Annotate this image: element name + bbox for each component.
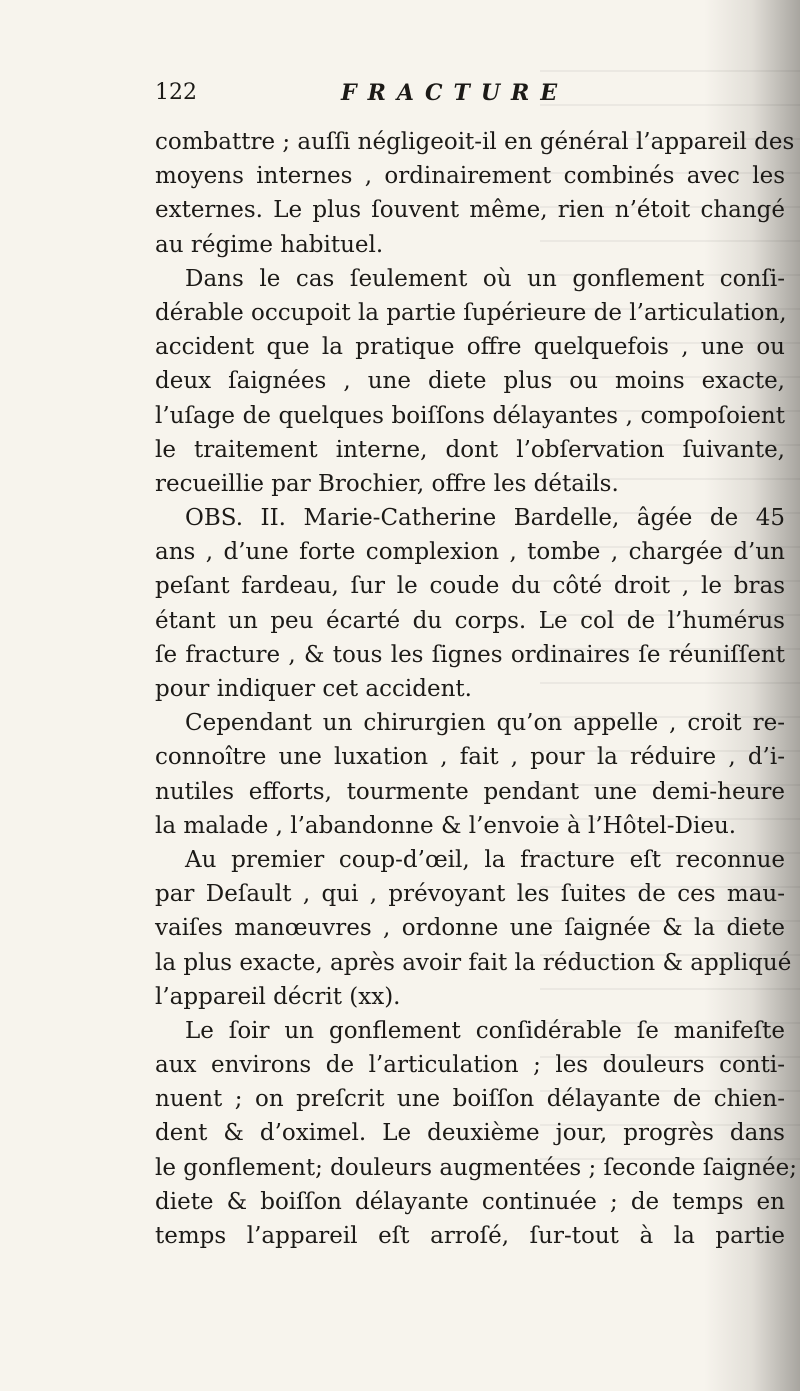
text-line: recueillie par Brochier, offre les détails. bbox=[155, 470, 619, 497]
text-line: aux environs de l’articulation ; les douleurs conti- bbox=[155, 1052, 785, 1079]
text-line: peſant fardeau, ſur le coude du côté droit , le bras bbox=[155, 573, 785, 600]
text-line: le traitement interne, dont l’obſervation ſuivante, bbox=[155, 436, 785, 463]
text-line: ſe fracture , & tous les ſignes ordinaires ſe réuniſſent bbox=[155, 641, 785, 668]
paragraph bbox=[155, 501, 785, 706]
text-line: Au premier coup-d’œil, la fracture eſt reconnue bbox=[185, 846, 785, 873]
paragraph bbox=[155, 262, 785, 501]
text-line: deux ſaignées , une diete plus ou moins exacte, bbox=[155, 368, 785, 395]
text-line: la malade , l’abandonne & l’envoie à l’Hôtel-Dieu. bbox=[155, 812, 737, 839]
text-line: Dans le cas ſeulement où un gonflement conſi- bbox=[185, 265, 785, 292]
text-line: la plus exacte, après avoir fait la réduction & appliqué bbox=[155, 949, 792, 976]
text-line: accident que la pratique offre quelquefois , une ou bbox=[155, 334, 785, 361]
text-line: dent & d’oximel. Le deuxième jour, progrès dans bbox=[155, 1120, 785, 1147]
text-line: dérable occupoit la partie ſupérieure de l’articulation, bbox=[155, 299, 787, 326]
text-line: par Deſault , qui , prévoyant les ſuites de ces mau- bbox=[155, 881, 785, 908]
text-line: combattre ; auſſi négligeoit-il en général l’appareil des bbox=[155, 129, 795, 155]
page-header bbox=[155, 80, 605, 110]
running-title: FRACTURE bbox=[341, 80, 569, 106]
text-line: nuent ; on preſcrit une boiſſon délayante de chien- bbox=[155, 1086, 785, 1113]
paragraph bbox=[155, 125, 795, 262]
paragraph bbox=[155, 1014, 797, 1253]
text-line: ans , d’une forte complexion , tombe , chargée d’un bbox=[155, 539, 785, 566]
text-line: diete & boiſſon délayante continuée ; de temps en bbox=[155, 1188, 785, 1215]
paragraph bbox=[155, 843, 792, 1014]
text-line: OBS. II. Marie-Catherine Bardelle, âgée de 45 bbox=[185, 505, 785, 532]
text-line: Le ſoir un gonflement conſidérable ſe manifeſte bbox=[185, 1017, 785, 1044]
text-line: temps l’appareil eſt arroſé, ſur-tout à la partie bbox=[155, 1223, 785, 1249]
text-line: Cependant un chirurgien qu’on appelle , croit re- bbox=[185, 710, 785, 737]
paragraph bbox=[155, 706, 785, 843]
text-line: l’uſage de quelques boiſſons délayantes , compoſoient bbox=[155, 402, 785, 429]
text-line: pour indiquer cet accident. bbox=[155, 676, 472, 702]
text-line: moyens internes , ordinairement combinés avec les bbox=[155, 163, 785, 190]
text-line: nutiles efforts, tourmente pendant une demi-heure bbox=[155, 778, 785, 805]
text-line: l’appareil décrit (xx). bbox=[155, 983, 401, 1010]
text-line: le gonflement; douleurs augmentées ; ſeconde ſaignée; bbox=[155, 1154, 797, 1181]
text-line: au régime habituel. bbox=[155, 231, 384, 258]
text-line: connoître une luxation , fait , pour la réduire , d’i- bbox=[155, 744, 785, 771]
text-line: vaiſes manœuvres , ordonne une ſaignée & la diete bbox=[155, 915, 785, 942]
page-number: 122 bbox=[155, 80, 197, 105]
text-body bbox=[155, 125, 797, 1253]
text-line: externes. Le plus ſouvent même, rien n’étoit changé bbox=[155, 197, 785, 224]
text-line: étant un peu écarté du corps. Le col de l’humérus bbox=[155, 607, 785, 634]
